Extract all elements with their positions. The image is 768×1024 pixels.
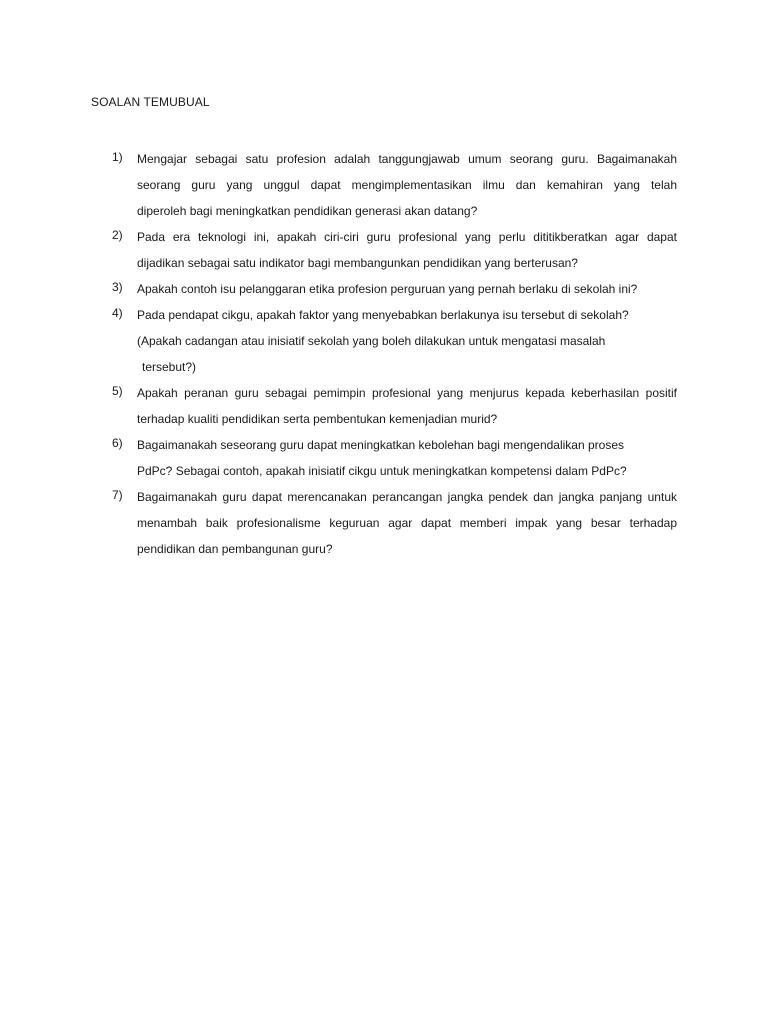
question-text-line: PdPc? Sebagai contoh, apakah inisiatif cikgu untuk meningkatkan kompetensi dalam PdPc? (137, 464, 627, 478)
question-5 (0, 384, 768, 436)
question-text-line: Bagaimanakah guru dapat merencanakan perancangan jangka pendek dan jangka panjang untuk (137, 490, 677, 504)
question-3 (0, 280, 768, 306)
question-text-line: Apakah contoh isu pelanggaran etika profesion perguruan yang pernah berlaku di sekolah ini? (137, 282, 638, 296)
question-text-line: Apakah peranan guru sebagai pemimpin profesional yang menjurus kepada keberhasilan positif (137, 386, 677, 400)
question-number: 1) (112, 150, 123, 164)
question-text-line: pendidikan dan pembangunan guru? (137, 542, 333, 556)
question-text-line: Pada pendapat cikgu, apakah faktor yang menyebabkan berlakunya isu tersebut di sekolah? (137, 308, 629, 322)
question-list (0, 150, 768, 566)
question-number: 3) (112, 280, 123, 294)
question-number: 7) (112, 488, 123, 502)
question-number: 4) (112, 306, 123, 320)
question-text-line: Bagaimanakah seseorang guru dapat meningkatkan kebolehan bagi mengendalikan proses (137, 438, 625, 452)
question-6 (0, 436, 768, 488)
question-text-line: Mengajar sebagai satu profesion adalah tanggungjawab umum seorang guru. Bagaimanakah (137, 152, 677, 166)
question-4 (0, 306, 768, 384)
document-title: SOALAN TEMUBUAL (91, 95, 210, 109)
question-7 (0, 488, 768, 566)
question-number: 5) (112, 384, 123, 398)
question-text-line: dijadikan sebagai satu indikator bagi membangunkan pendidikan yang berterusan? (137, 256, 578, 270)
question-1 (0, 150, 768, 228)
question-text-line: seorang guru yang unggul dapat mengimplementasikan ilmu dan kemahiran yang telah (137, 178, 677, 192)
question-number: 2) (112, 228, 123, 242)
question-number: 6) (112, 436, 123, 450)
question-2 (0, 228, 768, 280)
question-text-line: (Apakah cadangan atau inisiatif sekolah yang boleh dilakukan untuk mengatasi masalah (137, 334, 606, 348)
question-text-line: menambah baik profesionalisme keguruan agar dapat memberi impak yang besar terhadap (137, 516, 677, 530)
question-text-line: terhadap kualiti pendidikan serta pembentukan kemenjadian murid? (137, 412, 498, 426)
question-text-line: Pada era teknologi ini, apakah ciri-ciri guru profesional yang perlu dititikberatkan agar dapat (137, 230, 677, 244)
question-text-line: tersebut?) (142, 360, 197, 374)
question-text-line: diperoleh bagi meningkatkan pendidikan generasi akan datang? (137, 204, 478, 218)
